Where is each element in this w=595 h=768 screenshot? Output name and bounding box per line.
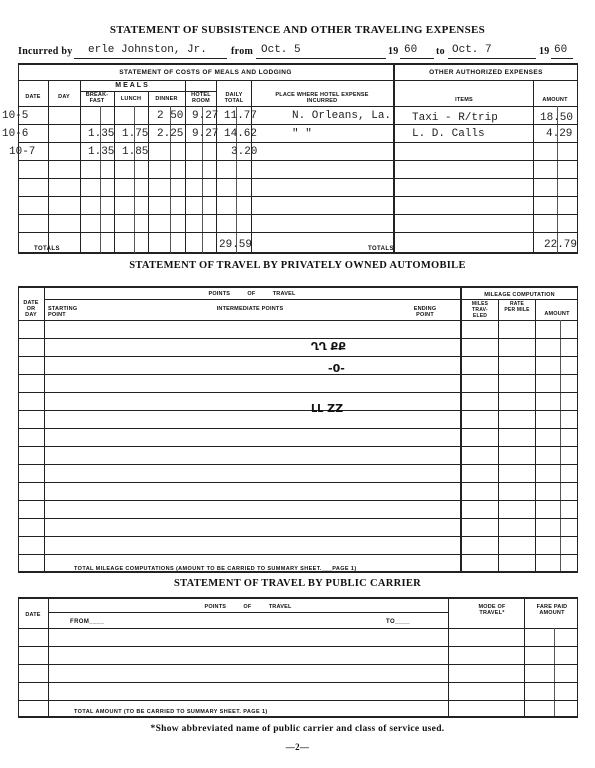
- other-expenses-title: OTHER AUTHORIZED EXPENSES: [429, 69, 543, 76]
- auto-amount: AMOUNT: [544, 311, 570, 317]
- other-item: Taxi - R/trip: [412, 112, 498, 124]
- auto-mileage-computation: MILEAGE COMPUTATION: [484, 292, 555, 298]
- dinner-header: DINNER: [155, 96, 178, 102]
- meal-row-lunch: 1.85: [122, 146, 149, 158]
- meal-row-dinner: 2 50: [157, 110, 184, 122]
- auto-ending-point: ENDING POINT: [413, 306, 437, 318]
- year-to-prefix: 19: [539, 46, 550, 57]
- meal-row-place: N. Orleans, La.: [292, 110, 392, 122]
- meal-row-lunch: 1.75: [122, 128, 149, 140]
- meal-row-breakfast: 1.35: [88, 146, 115, 158]
- items-header: ITEMS: [455, 97, 473, 103]
- year-to-value: 60: [554, 44, 568, 56]
- daily-total-header: DAILY TOTAL: [224, 92, 244, 104]
- amount-header: AMOUNT: [542, 97, 568, 103]
- hotel-room-header: HOTEL ROOM: [191, 92, 211, 104]
- auto-points-of-travel: POINTS OF TRAVEL: [208, 291, 296, 297]
- auto-rate-per-mile: RATE PER MILE: [504, 301, 530, 313]
- other-amount: 4.29: [546, 128, 573, 140]
- public-section-title: STATEMENT OF TRAVEL BY PUBLIC CARRIER: [173, 578, 422, 589]
- public-total-line: TOTAL AMOUNT (TO BE CARRIED TO SUMMARY SHEET. PAGE 1): [74, 709, 268, 715]
- incurred-by-label: Incurred by: [18, 46, 73, 57]
- meal-row-dinner: 2.25: [157, 128, 184, 140]
- meals-section-title: STATEMENT OF COSTS OF MEALS AND LODGING: [119, 69, 292, 76]
- day-header: DAY: [58, 94, 70, 100]
- meal-row-hotel: 9.27: [192, 110, 219, 122]
- meal-row-date: 10-7: [9, 146, 36, 158]
- auto-date-header: DATE OR DAY: [23, 300, 39, 318]
- meal-row-hotel: 9.27: [192, 128, 219, 140]
- incurred-line: [18, 46, 578, 60]
- public-mode-header: MODE OF TRAVEL*: [478, 604, 506, 616]
- meal-row-daily-total: 3.20: [231, 146, 258, 158]
- meals-total-value: 29.59: [219, 239, 253, 251]
- public-to-label: TO____: [386, 619, 410, 625]
- meal-row-date: 10-6: [2, 128, 29, 140]
- from-date-value: Oct. 5: [261, 44, 301, 56]
- meal-row-place: " ": [292, 128, 312, 140]
- breakfast-header: BREAK-FAST: [85, 92, 109, 104]
- auto-total-line: TOTAL MILEAGE COMPUTATIONS (AMOUNT TO BE CARRIED TO SUMMARY SHEET.___PAGE 1): [74, 566, 357, 572]
- auto-intermediate-points: INTERMEDIATE POINTS: [216, 306, 284, 312]
- public-from-label: FROM____: [70, 619, 105, 625]
- footnote: *Show abbreviated name of public carrier and class of service used.: [150, 724, 445, 734]
- year-from-prefix: 19: [388, 46, 399, 57]
- form-title: STATEMENT OF SUBSISTENCE AND OTHER TRAVELING EXPENSES: [109, 24, 486, 36]
- auto-mark: -0-: [328, 362, 345, 375]
- other-total-value: 22.79: [544, 239, 578, 251]
- place-header: PLACE WHERE HOTEL EXPENSE INCURRED: [275, 92, 369, 104]
- date-header: DATE: [25, 94, 41, 100]
- public-date-header: DATE: [25, 612, 41, 618]
- auto-mark: ՂՂ ՔՔ: [311, 340, 346, 353]
- meals-totals-label: TOTALS: [34, 246, 60, 252]
- other-amount: 18.50: [540, 112, 574, 124]
- meal-row-daily-total: 11.77: [224, 110, 258, 122]
- auto-section-title: STATEMENT OF TRAVEL BY PRIVATELY OWNED AUTOMOBILE: [129, 260, 466, 271]
- meals-label: MEALS: [115, 82, 150, 89]
- auto-starting-point: STARTING POINT: [48, 306, 78, 318]
- to-date-value: Oct. 7: [452, 44, 492, 56]
- page-number: —2—: [285, 742, 310, 752]
- year-from-value: 60: [404, 44, 418, 56]
- auto-mark: ԼԼ ZZ: [311, 402, 344, 415]
- meal-row-date: 10-5: [2, 110, 29, 122]
- other-totals-label: TOTALS: [368, 246, 394, 252]
- public-fare-header: FARE PAID AMOUNT: [536, 604, 568, 616]
- other-item: L. D. Calls: [412, 128, 485, 140]
- incurred-by-value: erle Johnston, Jr.: [88, 44, 207, 56]
- meal-row-daily-total: 14.62: [224, 128, 258, 140]
- lunch-header: LUNCH: [120, 96, 142, 102]
- to-label: to: [436, 46, 445, 57]
- from-label: from: [231, 46, 254, 57]
- meal-row-breakfast: 1.35: [88, 128, 115, 140]
- public-points-of-travel: POINTS OF TRAVEL: [204, 604, 292, 610]
- auto-miles-traveled: MILES TRAV-ELED: [471, 301, 489, 319]
